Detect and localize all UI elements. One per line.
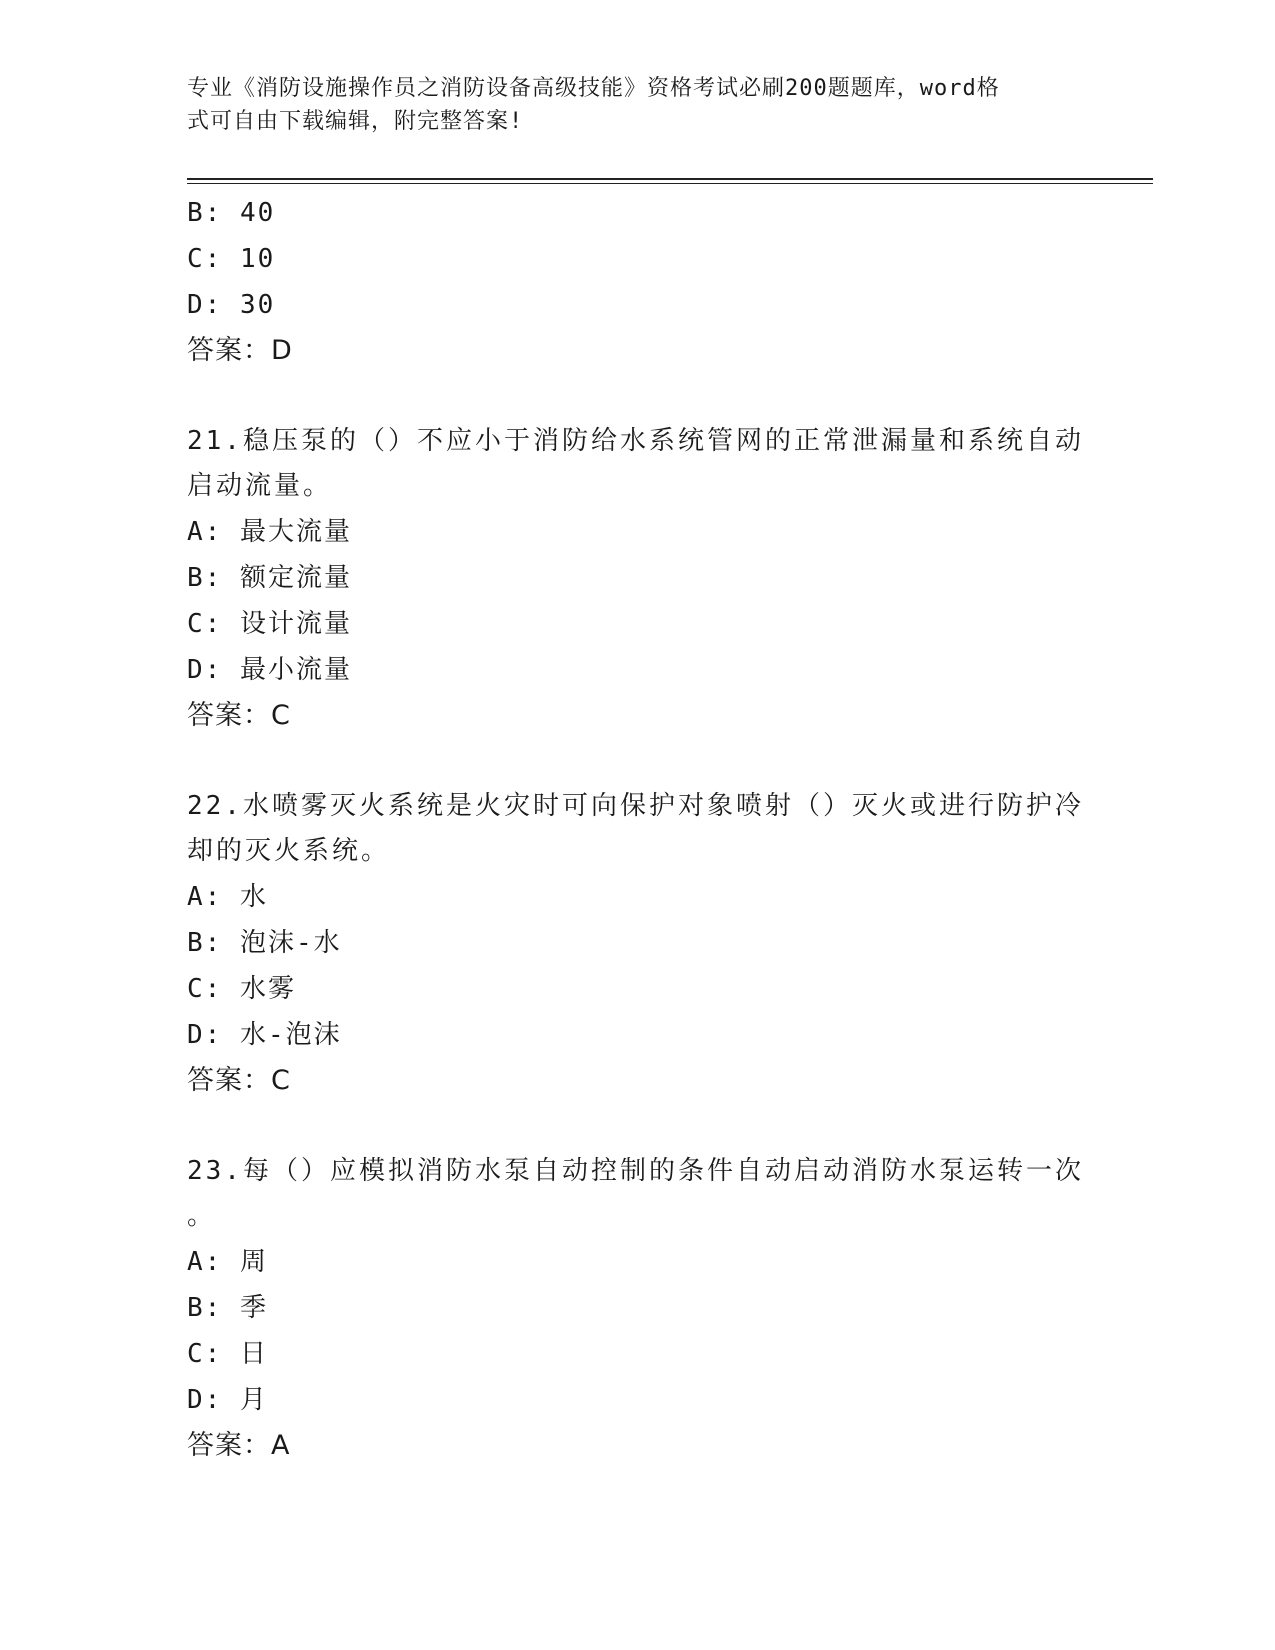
option-b: B: 额定流量 <box>187 563 352 593</box>
option-c: C: 水雾 <box>187 974 296 1004</box>
question-stem-line-1: 23.每（）应模拟消防水泵自动控制的条件自动启动消防水泵运转一次 <box>187 1156 1084 1186</box>
header-divider <box>187 178 1153 180</box>
question-block-21 <box>187 419 1087 739</box>
option-b: B: 季 <box>187 1293 268 1323</box>
option-d: D: 月 <box>187 1385 268 1415</box>
header-line-1: 专业《消防设施操作员之消防设备高级技能》资格考试必刷200题题库，word格 <box>187 76 1000 101</box>
question-list <box>187 190 1087 1469</box>
option-d: D: 水-泡沫 <box>187 1020 342 1050</box>
spacer <box>187 374 1087 419</box>
question-block-22 <box>187 784 1087 1104</box>
question-stem-line-2: 。 <box>187 1201 217 1231</box>
question-stem-line-1: 21.稳压泵的（）不应小于消防给水系统管网的正常泄漏量和系统自动 <box>187 426 1084 456</box>
question-block-20 <box>187 190 1087 374</box>
header-line-2: 式可自由下载编辑，附完整答案! <box>187 109 524 134</box>
spacer <box>187 1104 1087 1149</box>
question-stem <box>187 419 1087 509</box>
answer-line: 答案：C <box>187 1065 291 1096</box>
answer-line: 答案：C <box>187 700 291 731</box>
header-divider-thin <box>187 183 1153 184</box>
option-a: A: 最大流量 <box>187 517 352 547</box>
option-c: C: 日 <box>187 1339 268 1369</box>
option-b: B: 40 <box>187 198 276 228</box>
question-stem-line-2: 启动流量。 <box>187 471 333 501</box>
document-header <box>187 72 1087 138</box>
option-a: A: 周 <box>187 1247 268 1277</box>
option-c: C: 10 <box>187 244 276 274</box>
question-stem-line-2: 却的灭火系统。 <box>187 836 391 866</box>
option-a: A: 水 <box>187 882 268 912</box>
question-stem <box>187 1149 1087 1239</box>
spacer <box>187 739 1087 784</box>
question-block-23 <box>187 1149 1087 1469</box>
option-b: B: 泡沫-水 <box>187 928 342 958</box>
answer-line: 答案：D <box>187 335 293 366</box>
question-stem <box>187 784 1087 874</box>
option-d: D: 最小流量 <box>187 655 352 685</box>
option-c: C: 设计流量 <box>187 609 352 639</box>
option-d: D: 30 <box>187 290 276 320</box>
answer-line: 答案：A <box>187 1430 291 1461</box>
question-stem-line-1: 22.水喷雾灭火系统是火灾时可向保护对象喷射（）灭火或进行防护冷 <box>187 791 1084 821</box>
